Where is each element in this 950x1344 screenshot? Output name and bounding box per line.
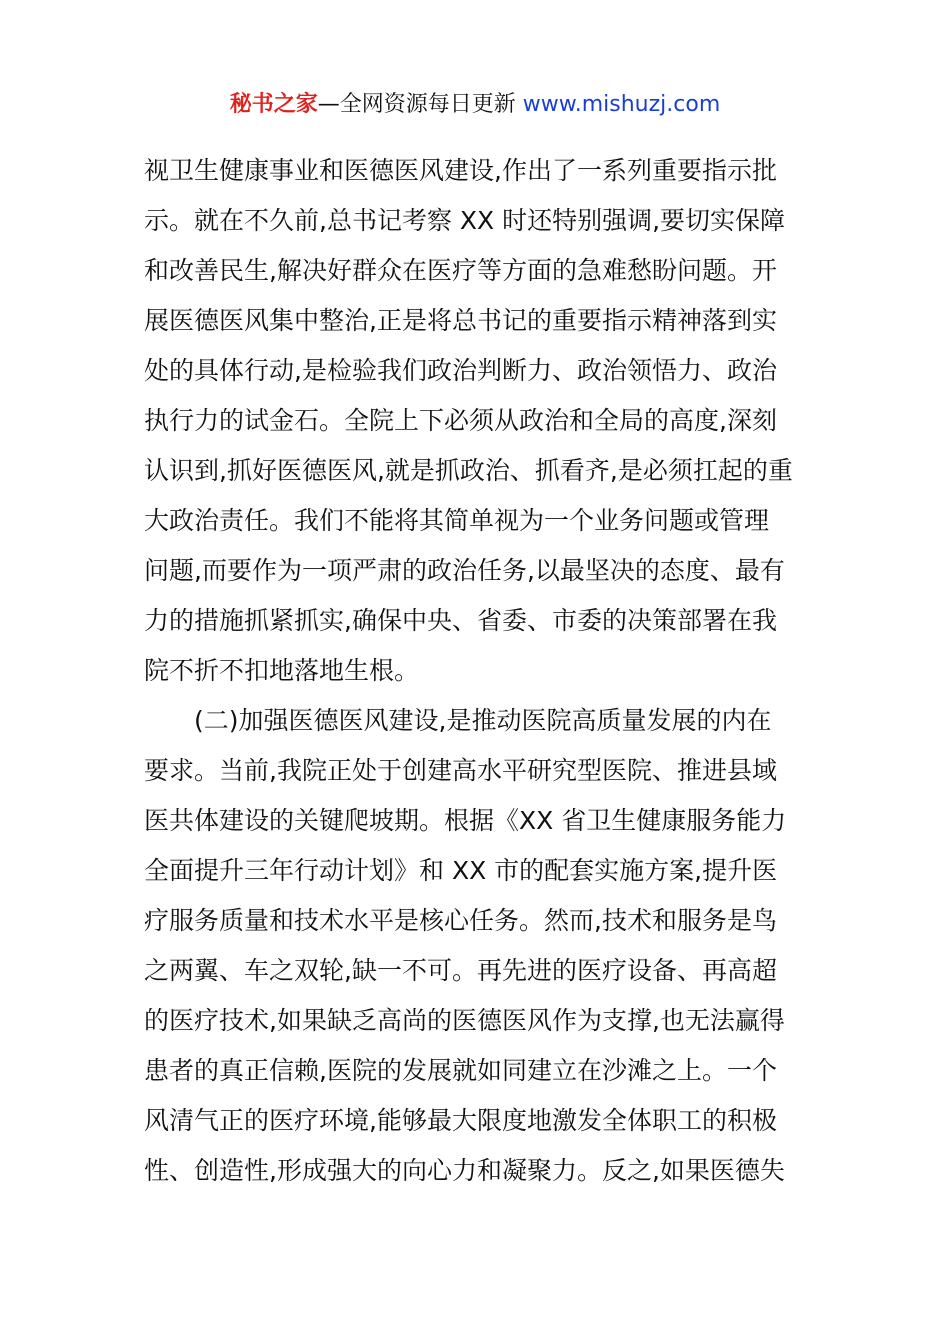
text-line: 医共体建设的关键爬坡期。根据《XX 省卫生健康服务能力 <box>144 806 787 835</box>
header-tagline: —全网资源每日更新 <box>317 92 523 117</box>
text-line: 要求。当前,我院正处于创建高水平研究型医院、推进县域 <box>144 756 777 785</box>
text-line: 性、创造性,形成强大的向心力和凝聚力。反之,如果医德失 <box>144 1156 785 1185</box>
site-url[interactable]: www.mishuzj.com <box>522 92 721 117</box>
text-line: 视卫生健康事业和医德医风建设,作出了一系列重要指示批 <box>144 156 777 185</box>
text-line: 大政治责任。我们不能将其简单视为一个业务问题或管理 <box>144 506 770 535</box>
text-line: 风清气正的医疗环境,能够最大限度地激发全体职工的积极 <box>144 1106 777 1135</box>
brand-name: 秘书之家 <box>229 92 318 117</box>
text-line: 执行力的试金石。全院上下必须从政治和全局的高度,深刻 <box>144 406 777 435</box>
text-line: 展医德医风集中整治,正是将总书记的重要指示精神落到实 <box>144 306 777 335</box>
text-line: 疗服务质量和技术水平是核心任务。然而,技术和服务是鸟 <box>144 906 777 935</box>
text-line: 的医疗技术,如果缺乏高尚的医德医风作为支撑,也无法赢得 <box>144 1006 785 1035</box>
text-line: 患者的真正信赖,医院的发展就如同建立在沙滩之上。一个 <box>144 1056 777 1085</box>
text-line: 示。就在不久前,总书记考察 XX 时还特别强调,要切实保障 <box>144 206 786 235</box>
section-heading-line: (二)加强医德医风建设,是推动医院高质量发展的内在 <box>144 706 772 735</box>
text-line: 和改善民生,解决好群众在医疗等方面的急难愁盼问题。开 <box>144 256 777 285</box>
text-line: 处的具体行动,是检验我们政治判断力、政治领悟力、政治 <box>144 356 777 385</box>
text-line: 之两翼、车之双轮,缺一不可。再先进的医疗设备、再高超 <box>144 956 777 985</box>
page-header <box>0 88 950 122</box>
text-line: 问题,而要作为一项严肃的政治任务,以最坚决的态度、最有 <box>144 556 785 585</box>
document-body <box>144 146 814 1196</box>
text-line: 全面提升三年行动计划》和 XX 市的配套实施方案,提升医 <box>144 856 778 885</box>
text-line: 院不折不扣地落地生根。 <box>144 656 420 685</box>
text-line: 认识到,抓好医德医风,就是抓政治、抓看齐,是必须扛起的重 <box>144 456 793 485</box>
text-line: 力的措施抓紧抓实,确保中央、省委、市委的决策部署在我 <box>144 606 777 635</box>
